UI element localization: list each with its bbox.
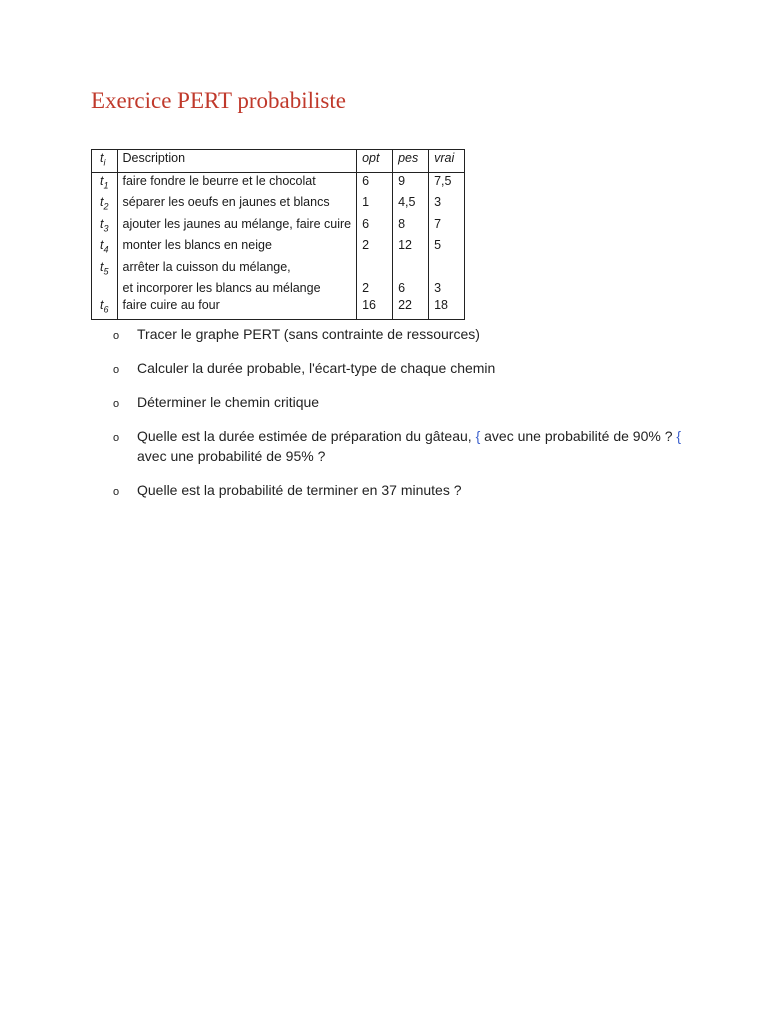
question-list [113,324,693,514]
task-id: $t_3$ [92,216,118,238]
question-item [113,392,693,412]
task-pes [393,259,429,281]
task-id [92,280,118,297]
question-text: Calculer la durée probable, l'écart-type de chaque chemin [137,360,496,376]
task-pes: 6 [393,280,429,297]
task-description: arrêter la cuisson du mélange, [117,259,357,281]
question-text: Quelle est la probabilité de terminer en 37 minutes ? [137,482,462,498]
task-vrai: 5 [434,238,442,252]
bullet-icon: o [113,398,120,410]
task-id: $t_2$ [92,194,118,216]
task-opt: 2 [357,280,393,297]
header-task: $t_i$ [92,150,118,173]
task-opt: 2 [357,237,393,259]
table-row [92,172,465,194]
header-opt: opt [357,150,393,173]
question-item [113,358,693,378]
task-description: faire cuire au four [117,297,357,319]
task-description: ajouter les jaunes au mélange, faire cuire [117,216,357,238]
task-vrai: 7,5 [434,173,452,188]
task-opt: 1 [357,194,393,216]
bullet-icon: o [113,330,120,342]
table-row [92,280,465,297]
bullet-icon: o [113,432,120,444]
task-vrai: 3 [434,195,442,209]
table-row [92,216,465,238]
task-description: séparer les oeufs en jaunes et blancs [117,194,357,216]
task-vrai: 3 [434,281,442,295]
question-item [113,324,693,344]
question-text: Tracer le graphe PERT (sans contrainte de ressources) [137,326,480,342]
question-text-part: avec une probabilité de 90% ? [480,428,677,444]
task-description: monter les blancs en neige [117,237,357,259]
header-description: Description [117,150,357,173]
task-id: $t_6$ [92,297,118,319]
question-text: Déterminer le chemin critique [137,394,320,410]
table-header-row [92,150,465,173]
question-item [113,480,693,500]
table-row [92,297,465,319]
table-row [92,237,465,259]
page-title: Exercice PERT probabiliste [91,88,346,113]
task-pes: 4,5 [393,194,429,216]
bullet-icon: o [113,364,120,376]
header-vrai: vrai [429,150,465,173]
task-pes: 8 [393,216,429,238]
brace-marker: { [676,428,682,444]
task-pes: 12 [393,237,429,259]
header-pes: pes [393,150,429,173]
pert-task-table [91,149,465,320]
task-vrai: 7 [434,216,442,231]
task-opt: 6 [357,216,393,238]
task-vrai: 18 [434,298,449,312]
task-id: $t_4$ [92,237,118,259]
task-description: et incorporer les blancs au mélange [117,280,357,297]
task-pes: 9 [393,172,429,194]
task-opt: 6 [357,172,393,194]
task-description: faire fondre le beurre et le chocolat [117,172,357,194]
task-pes: 22 [393,297,429,319]
table-row [92,259,465,281]
task-opt [357,259,393,281]
table-row [92,194,465,216]
question-text-part: Quelle est la durée estimée de préparation du gâteau, [137,428,476,444]
task-id: $t_5$ [92,259,118,281]
brace-marker: { [475,428,481,444]
task-vrai [429,259,465,281]
task-opt: 16 [357,297,393,319]
task-id: $t_1$ [92,172,118,194]
question-item [113,426,693,466]
bullet-icon: o [113,486,120,498]
question-text-part: avec une probabilité de 95% ? [137,448,326,464]
